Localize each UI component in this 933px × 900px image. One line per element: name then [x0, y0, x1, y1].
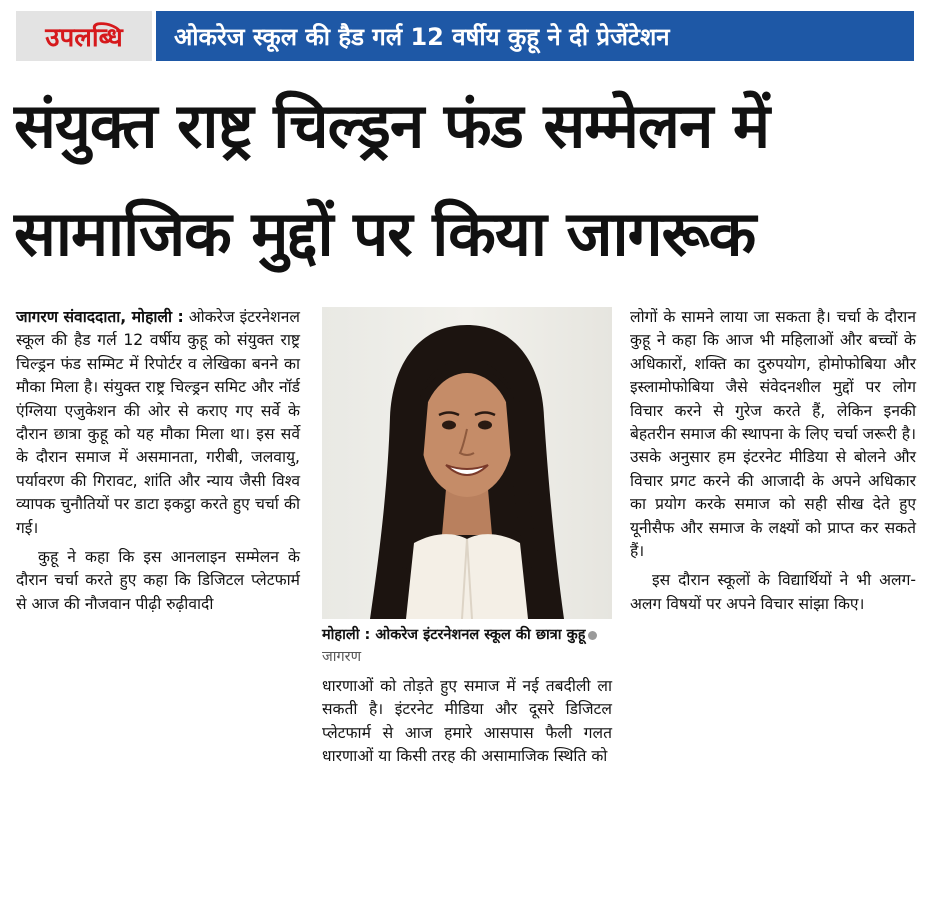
student-photo: [322, 307, 612, 619]
headline-line-1: संयुक्त राष्ट्र चिल्ड्रन फंड सम्मेलन में: [14, 89, 770, 162]
paragraph: [16, 306, 300, 540]
paragraph-text: ओकरेज इंटरनेशनल स्कूल की हैड गर्ल 12 वर्षीय कुहू को संयुक्त राष्ट्र चिल्ड्रन फंड सम्मिट में रिपोर्टर व लेखिका बनने का मौका मिला है। संयुक्त राष्ट्र चिल्ड्रन समिट और नॉर्ड एंग्लिया एजुकेशन की ओर से कराए गए सर्वे के दौरान छात्रा कुहू को यह मौका मिला था। इस सर्वे के दौरान समाज में असमानता, गरीबी, जलवायु, पर्यावरण की गिरावट, शांति और न्याय जैसी विश्व व्यापक चुनौतियों पर डाटा इकट्ठा करते हुए चर्चा की गई।: [16, 308, 300, 537]
portrait-illustration: [322, 307, 612, 619]
category-tag: उपलब्धि: [16, 11, 156, 61]
bullet-dot-icon: [588, 631, 597, 640]
dateline: जागरण संवाददाता, मोहाली :: [16, 308, 184, 326]
article-column-3: [630, 306, 916, 616]
paragraph: इस दौरान स्कूलों के विद्यार्थियों ने भी अलग-अलग विषयों पर अपने विचार सांझा किए।: [630, 571, 916, 613]
news-strap: [16, 11, 914, 61]
caption-text: मोहाली : ओकरेज इंटरनेशनल स्कूल की छात्रा कुहू: [322, 627, 586, 643]
article-column-2: [322, 675, 612, 769]
photo-credit: जागरण: [322, 649, 362, 665]
article-column-1: [16, 306, 300, 616]
headline-line-2: सामाजिक मुद्दों पर किया जागरूक: [14, 197, 756, 270]
strap-line: ओकरेज स्कूल की हैड गर्ल 12 वर्षीय कुहू ने दी प्रेजेंटेशन: [156, 11, 914, 61]
paragraph: धारणाओं को तोड़ते हुए समाज में नई तबदीली ला सकती है। इंटरनेट मीडिया और दूसरे डिजिटल प्लेटफार्म से आज हमारे आसपास फैली गलत धारणाओं या किसी तरह की असामाजिक स्थिति को: [322, 677, 612, 766]
photo-caption: [322, 624, 612, 668]
paragraph: कुहू ने कहा कि इस आनलाइन सम्मेलन के दौरान चर्चा करते हुए कहा कि डिजिटल प्लेटफार्म से आज की नौजवान पीढ़ी रुढ़ीवादी: [16, 548, 300, 613]
paragraph: लोगों के सामने लाया जा सकता है। चर्चा के दौरान कुहू ने कहा कि आज भी महिलाओं और बच्चों के अधिकारों, शक्ति का दुरुपयोग, होमोफोबिया और इस्लामोफोबिया जैसे संवेदनशील मुद्दों पर लोग विचार करने से गुरेज करते हैं, लेकिन इनकी बेहतरीन समाज की स्थापना के लिए चर्चा जरूरी है। उसके अनुसार हम इंटरनेट मीडिया से बोलने और विचार प्रगट करने की आजादी के अपने अधिकार का प्रयोग करके समाज को सही सीख देते हुए यूनीसैफ और समाज के लक्ष्यों को प्राप्त कर सकते हैं।: [630, 308, 916, 561]
headline: [14, 72, 918, 288]
